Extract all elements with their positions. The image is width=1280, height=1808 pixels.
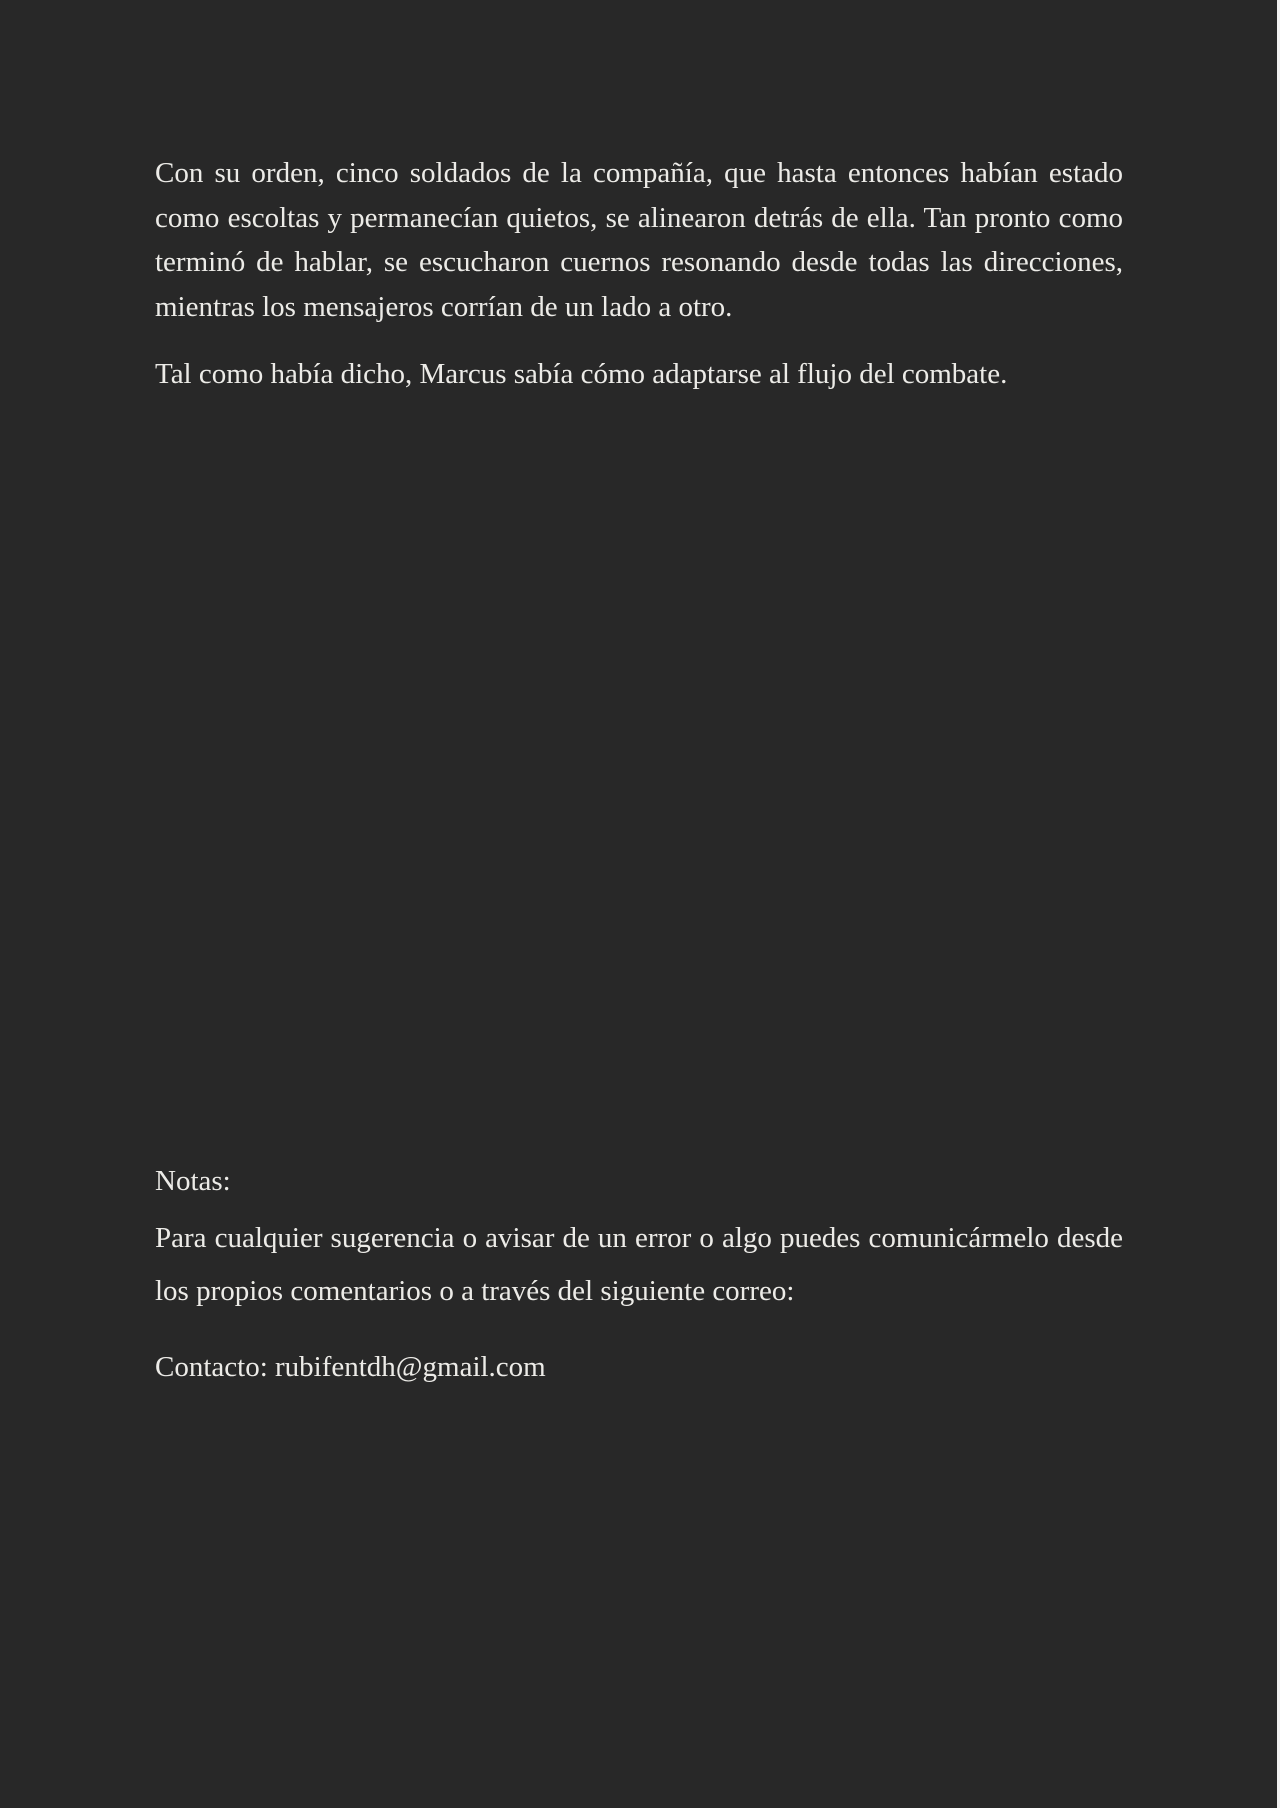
notes-body: Para cualquier sugerencia o avisar de un error o algo puedes comunicármelo desde los propios comentarios o a través del siguiente correo: (155, 1222, 1123, 1307)
notes-title: Notas: (155, 1165, 231, 1197)
story-paragraph: Con su orden, cinco soldados de la compañía, que hasta entonces habían estado como escoltas y permanecían quietos, se alinearon detrás de ella. Tan pronto como terminó de hablar, se escucharon cuernos resonando desde todas las direcciones, mientras los mensajeros corrían de un lado a otro. (155, 157, 1123, 323)
contact-line: Contacto: rubifentdh@gmail.com (155, 1351, 546, 1383)
story-content (155, 151, 1123, 397)
story-paragraph: Tal como había dicho, Marcus sabía cómo adaptarse al flujo del combate. (155, 358, 1008, 390)
author-notes (155, 1161, 1123, 1389)
